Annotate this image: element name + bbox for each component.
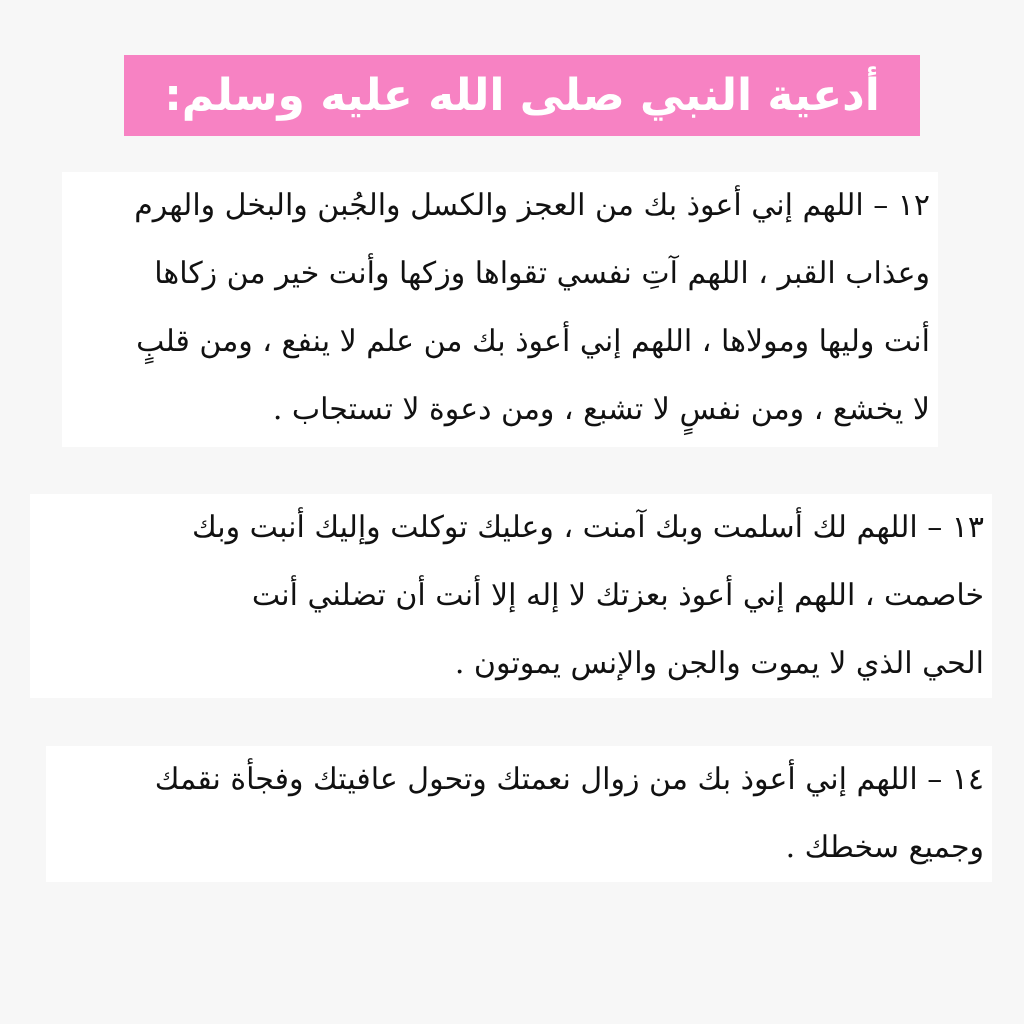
dua-line: لا يخشع ، ومن نفسٍ لا تشبع ، ومن دعوة لا تستجاب . bbox=[272, 392, 930, 427]
dua-text bbox=[54, 746, 984, 882]
dua-line: الحي الذي لا يموت والجن والإنس يموتون . bbox=[454, 646, 984, 681]
dua-line: وعذاب القبر ، اللهم آتِ نفسي تقواها وزكها وأنت خير من زكاها bbox=[154, 256, 930, 291]
dua-line: أنت وليها ومولاها ، اللهم إني أعوذ بك من علم لا ينفع ، ومن قلبٍ bbox=[136, 324, 930, 359]
title-banner bbox=[124, 55, 920, 136]
dua-line: ١٣ – اللهم لك أسلمت وبك آمنت ، وعليك توكلت وإليك أنبت وبك bbox=[191, 510, 984, 545]
dua-text bbox=[70, 172, 930, 444]
dua-line: وجميع سخطك . bbox=[785, 830, 984, 865]
dua-line: ١٢ – اللهم إني أعوذ بك من العجز والكسل والجُبن والبخل والهرم bbox=[134, 188, 930, 223]
dua-line: خاصمت ، اللهم إني أعوذ بعزتك لا إله إلا أنت أن تضلني أنت bbox=[251, 578, 984, 613]
dua-line: ١٤ – اللهم إني أعوذ بك من زوال نعمتك وتحول عافيتك وفجأة نقمك bbox=[154, 762, 984, 797]
dua-text bbox=[38, 494, 984, 698]
page-title: أدعية النبي صلى الله عليه وسلم: bbox=[164, 69, 880, 121]
dua-card-14 bbox=[46, 746, 992, 882]
dua-card-13 bbox=[30, 494, 992, 698]
dua-card-12 bbox=[62, 172, 938, 447]
